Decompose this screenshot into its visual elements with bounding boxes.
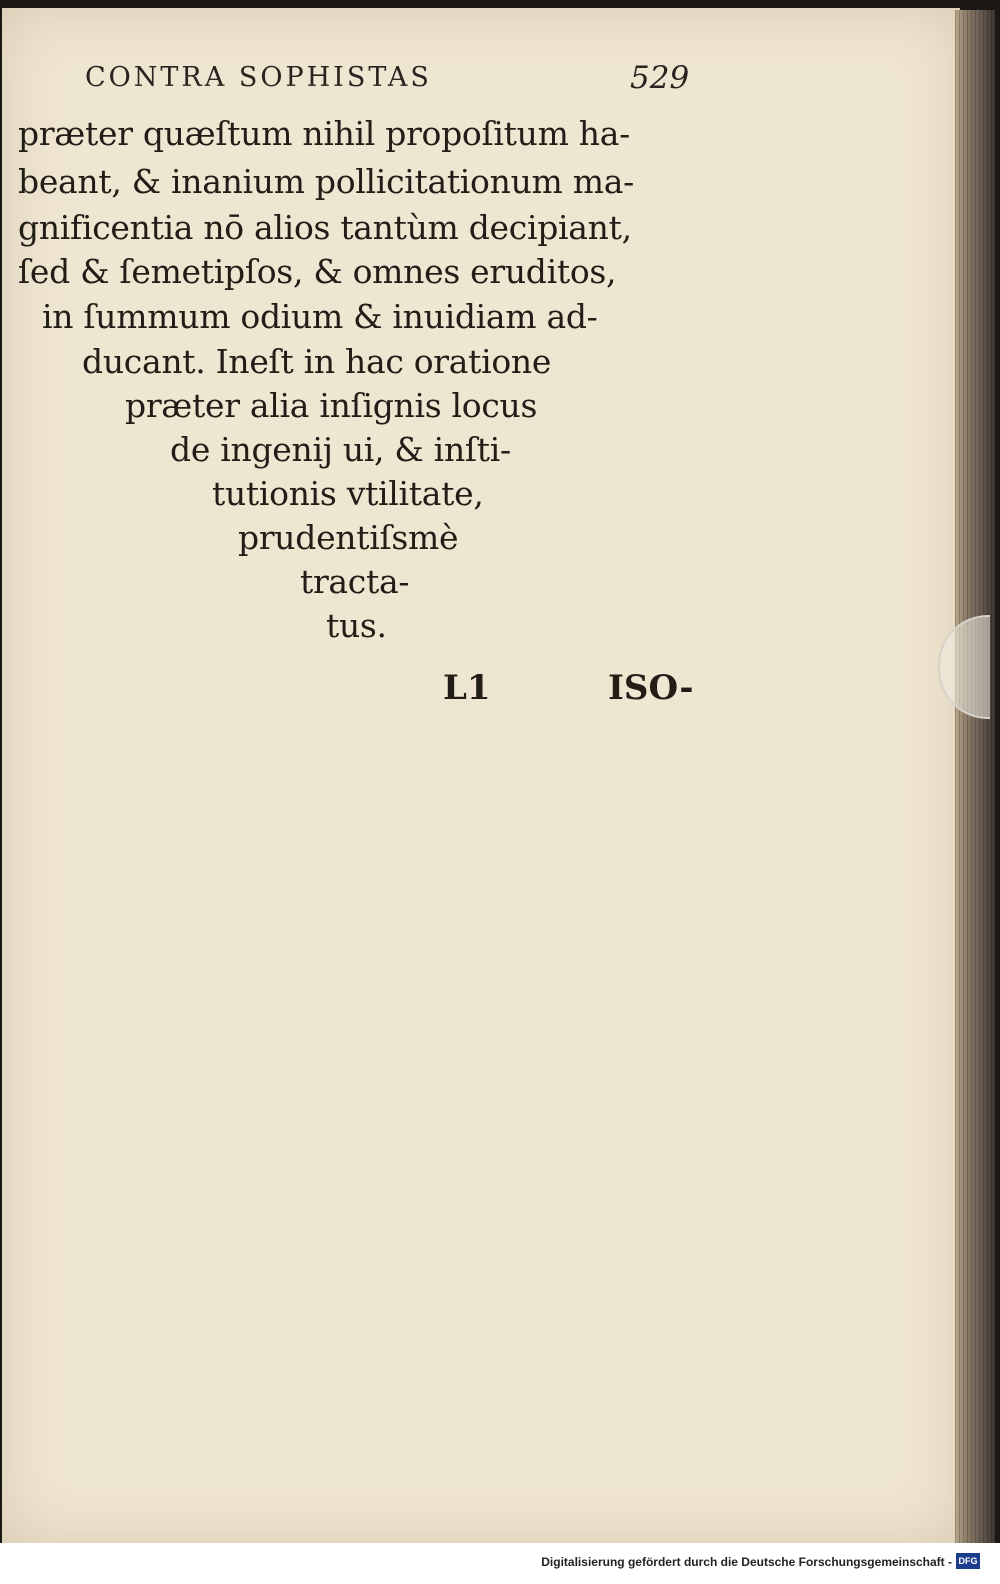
text-line: in ſummum odium & inuidiam ad- [42, 297, 598, 336]
running-head [85, 62, 705, 102]
folio-number: 529 [630, 60, 690, 96]
text-line: tutionis vtilitate, [212, 474, 484, 513]
funding-credit: Digitalisierung gefördert durch die Deutsche Forschungsgemeinschaft - [541, 1555, 952, 1569]
footer-bar [0, 1543, 1000, 1584]
text-line: præter quæſtum nihil propoſitum ha- [18, 114, 630, 153]
text-line: tus. [326, 606, 387, 645]
text-line: beant, & inanium pollicitationum ma- [18, 162, 634, 201]
show-through-text [832, 398, 853, 436]
text-line: de ingenij ui, & inſti- [170, 430, 511, 469]
text-line: ducant. Ineſt in hac oratione [82, 342, 552, 381]
text-line: præter alia inſignis locus [125, 386, 538, 425]
dfg-logo: DFG [956, 1553, 980, 1569]
book-page-edges [955, 10, 995, 1545]
running-title: CONTRA SOPHISTAS [85, 62, 432, 93]
text-line: prudentiſsmè [238, 518, 459, 557]
signature-mark: L1 [443, 668, 491, 708]
text-line: tracta- [300, 562, 410, 601]
text-line: gnificentia nō alios tantùm decipiant, [18, 208, 632, 247]
catchword: ISO- [608, 668, 694, 708]
text-line: ſed & ſemetipſos, & omnes eruditos, [18, 252, 617, 291]
